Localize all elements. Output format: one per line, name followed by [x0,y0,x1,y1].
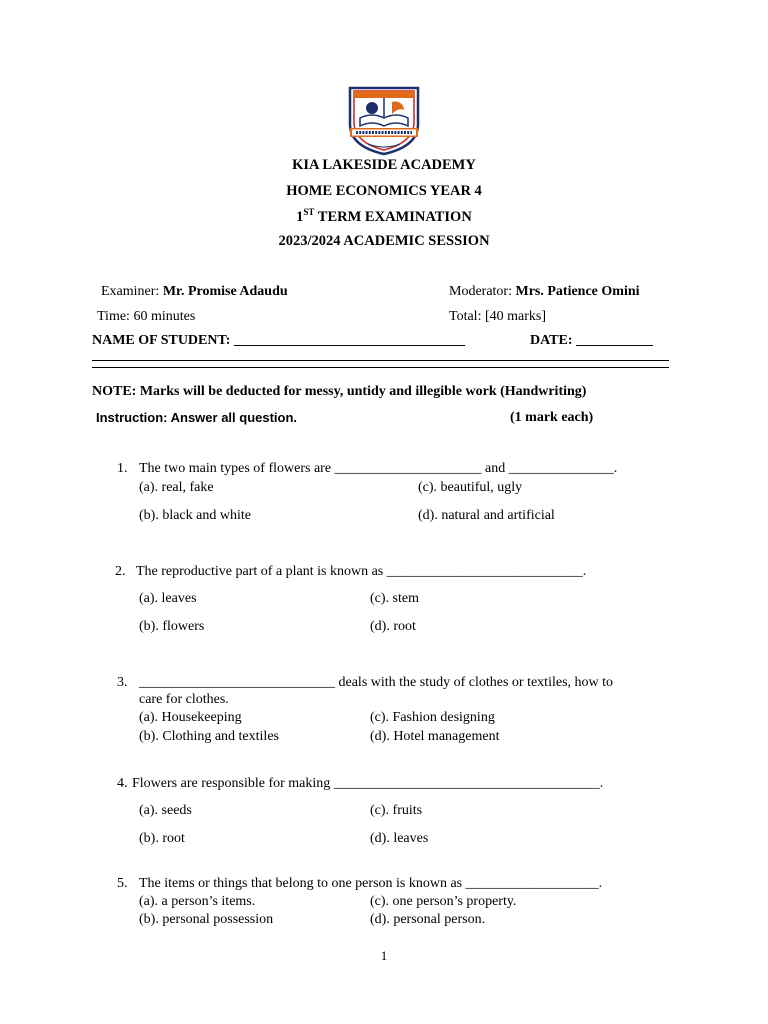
option-b: (b). Clothing and textiles [139,729,279,744]
examiner-line [101,284,288,300]
school-name: KIA LAKESIDE ACADEMY [292,157,476,173]
question-number: 1. [117,461,128,476]
option-c: (c). beautiful, ugly [418,480,523,495]
option-d: (d). Hotel management [370,729,500,744]
question-number: 5. [117,876,128,891]
question-text-continued: care for clothes. [139,692,229,707]
option-d: (d). leaves [370,831,429,846]
session-title: 2023/2024 ACADEMIC SESSION [278,233,490,249]
question-number: 4. [117,776,128,791]
subject-title: HOME ECONOMICS YEAR 4 [286,183,482,199]
option-a: (a). real, fake [139,480,214,495]
question-text: The two main types of flowers are _____________________ and _______________. [139,461,618,476]
question-text: The items or things that belong to one person is known as ___________________. [139,876,603,891]
date-field: DATE: ___________ [530,333,654,348]
term-superscript: ST [303,207,315,217]
question-text: The reproductive part of a plant is known as ____________________________. [136,564,587,579]
option-d: (d). root [370,619,416,634]
question-number: 2. [115,564,126,579]
option-c: (c). Fashion designing [370,710,495,725]
examiner-name: Mr. Promise Adaudu [162,284,288,299]
moderator-line [449,284,640,300]
option-d: (d). natural and artificial [418,508,555,523]
option-a: (a). Housekeeping [139,710,242,725]
instruction: Instruction: Answer all question. [96,410,298,425]
separator-rule [92,360,669,368]
question-number: 3. [117,675,128,690]
option-a: (a). seeds [139,803,192,818]
page-number: 1 [380,948,388,963]
term-title [0,207,768,226]
total-marks: Total: [40 marks] [449,309,546,324]
term-text: TERM EXAMINATION [314,208,472,225]
option-b: (b). flowers [139,619,205,634]
option-c: (c). stem [370,591,419,606]
marks-each: (1 mark each) [510,410,594,425]
option-c: (c). one person’s property. [370,894,517,909]
option-a: (a). a person’s items. [139,894,256,909]
option-b: (b). personal possession [139,912,274,927]
moderator-name: Mrs. Patience Omini [515,284,640,299]
question-text: Flowers are responsible for making ______________________________________. [132,776,604,791]
option-b: (b). root [139,831,185,846]
examiner-label: Examiner: [101,284,163,299]
note: NOTE: Marks will be deducted for messy, untidy and illegible work (Handwriting) [92,384,587,399]
moderator-label: Moderator: [449,284,516,299]
option-d: (d). personal person. [370,912,486,927]
term-number: 1 [296,208,304,225]
option-c: (c). fruits [370,803,423,818]
time-allowed: Time: 60 minutes [97,309,196,324]
option-a: (a). leaves [139,591,197,606]
question-text: ____________________________ deals with the study of clothes or textiles, how to [139,675,614,690]
school-crest-icon [344,84,424,156]
option-b: (b). black and white [139,508,251,523]
student-name-field: NAME OF STUDENT: _________________________________ [92,333,465,348]
